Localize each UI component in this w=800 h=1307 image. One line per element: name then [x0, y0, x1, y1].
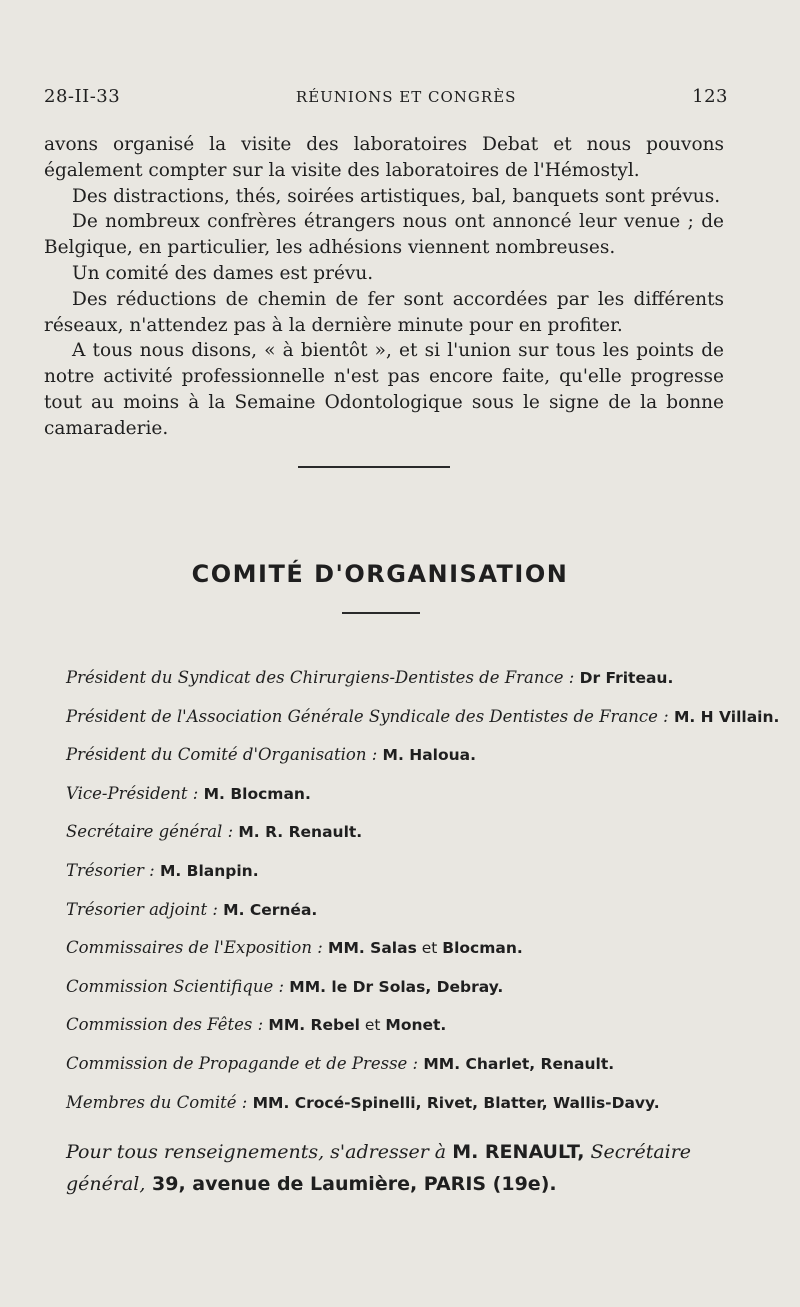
committee-entry [66, 706, 780, 746]
committee-member: M. Blanpin. [159, 861, 259, 880]
journal-section-title: RÉUNIONS ET CONGRÈS [295, 88, 517, 106]
page-number: 123 [692, 86, 728, 107]
committee-entry [66, 1093, 746, 1132]
committee-member: M. H Villain. [673, 707, 780, 726]
contact-role: Secrétaire général, [66, 1141, 692, 1195]
conjunction: et [416, 939, 443, 958]
committee-member: M. Haloua. [382, 746, 477, 765]
committee-role: Président du Comité d'Organisation : [66, 745, 383, 765]
committee-role: Trésorier : [66, 860, 160, 880]
committee-member: MM. Crocé-Spinelli, Rivet, Blatter, Wallis-Davy. [252, 1093, 660, 1112]
committee-member: MM. Salas [328, 939, 417, 958]
committee-member: Dr Friteau. [579, 669, 674, 687]
paragraph: avons organisé la visite des laboratoires Debat et nous pouvons également compter sur la visite des laboratoires de l'Hémostyl. [44, 134, 724, 181]
committee-member: MM. Rebel [268, 1016, 360, 1035]
paragraph: Des distractions, thés, soirées artistiques, bal, banquets sont prévus. [72, 185, 721, 207]
committee-role: Vice-Président : [66, 783, 204, 803]
contact-name: M. RENAULT, [452, 1141, 585, 1163]
conjunction: et [359, 1016, 386, 1035]
committee-role: Commission de Propagande et de Presse : [66, 1053, 424, 1073]
committee-role: Membres du Comité : [66, 1092, 253, 1112]
committee-role: Commission des Fêtes : [66, 1015, 269, 1035]
committee-role: Secrétaire général : [66, 822, 239, 842]
committee-member: MM. Charlet, Renault. [423, 1054, 615, 1073]
committee-role: Commissaires de l'Exposition : [66, 938, 329, 958]
paragraph: Des réductions de chemin de fer sont accordées par les différents réseaux, n'attendez pas à la dernière minute pour en profiter. [44, 288, 724, 336]
committee-entry [66, 938, 746, 977]
issue-date: 28-II-33 [44, 86, 121, 107]
committee-member: MM. le Dr Solas, Debray. [289, 977, 504, 996]
committee-entry [66, 977, 746, 1016]
running-header [44, 86, 728, 107]
committee-entry [66, 1015, 746, 1054]
paragraph: Un comité des dames est prévu. [72, 262, 374, 284]
committee-list [66, 668, 780, 1131]
committee-member: M. Cernéa. [223, 900, 318, 919]
committee-member: Monet. [385, 1016, 447, 1035]
committee-entry [66, 900, 746, 939]
committee-member: M. Blocman. [203, 784, 311, 803]
committee-entry [66, 668, 746, 707]
committee-role: Président de l'Association Générale Syndicale des Dentistes de France : [66, 706, 674, 726]
contact-address: 39, avenue de Laumière, PARIS (19e). [145, 1173, 557, 1195]
contact-notice [66, 1136, 706, 1200]
paragraph: A tous nous disons, « à bientôt », et si l'union sur tous les points de notre activité professionnelle n'est pas encore faite, qu'elle progresse tout au moins à la Semaine Odontologique sous le signe de la bonne camaraderie. [44, 340, 724, 439]
committee-entry [66, 861, 746, 900]
committee-role: Président du Syndicat des Chirurgiens-Dentistes de France : [66, 668, 580, 687]
paragraph: De nombreux confrères étrangers nous ont annoncé leur venue ; de Belgique, en particulier, les adhésions viennent nombreuses. [44, 211, 724, 259]
committee-entry [66, 822, 746, 861]
committee-role: Commission Scientifique : [66, 976, 290, 996]
committee-member: M. R. Renault. [238, 823, 363, 842]
committee-entry [66, 745, 746, 784]
body-text [44, 132, 724, 442]
title-underline [342, 612, 420, 614]
section-title: COMITÉ D'ORGANISATION [191, 560, 569, 588]
divider-rule [298, 466, 450, 468]
committee-entry [66, 1054, 746, 1093]
committee-entry [66, 784, 746, 823]
contact-intro: Pour tous renseignements, s'adresser à [66, 1141, 453, 1163]
committee-member: Blocman. [442, 939, 523, 958]
committee-role: Trésorier adjoint : [66, 899, 224, 919]
